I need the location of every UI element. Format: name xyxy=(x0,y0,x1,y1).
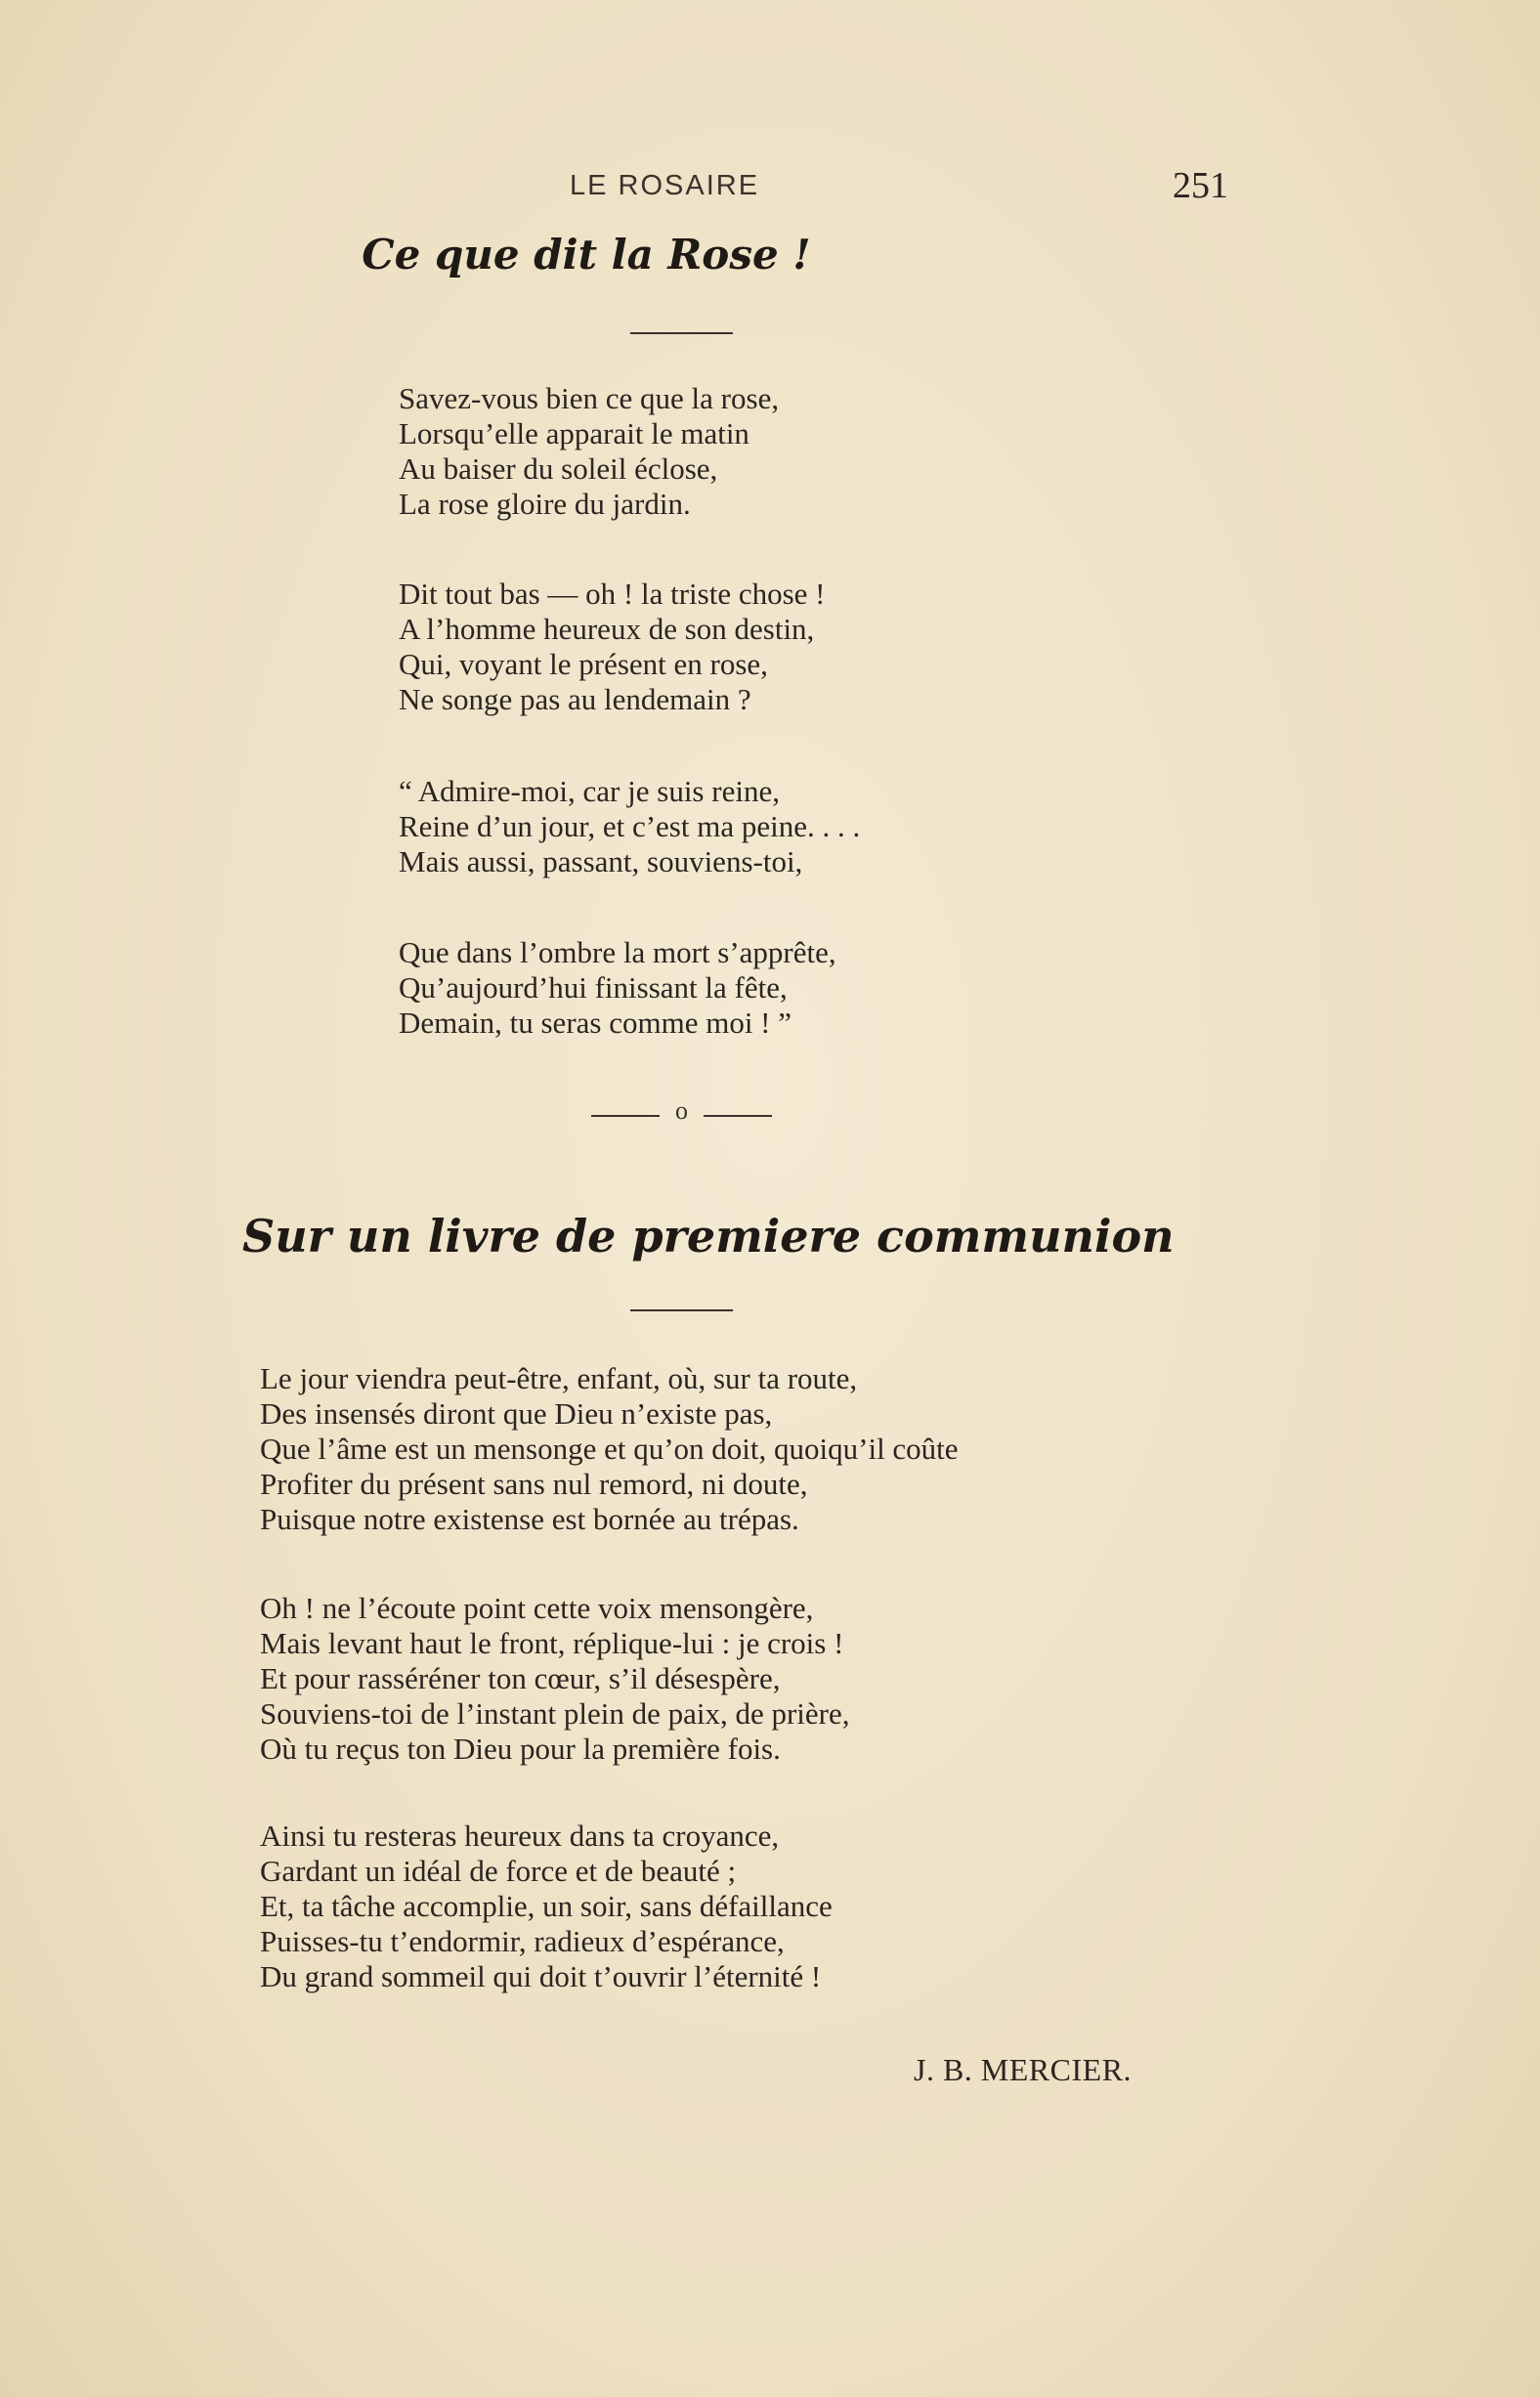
poem1-stanza-2 xyxy=(399,577,826,717)
verse-line: Savez-vous bien ce que la rose, xyxy=(399,381,780,415)
poem-title-rose: Ce que dit la Rose ! xyxy=(362,231,811,278)
verse-line: Gardant un idéal de force et de beauté ; xyxy=(260,1854,737,1888)
divider-line-right xyxy=(704,1115,772,1117)
title-rule xyxy=(630,332,733,334)
title-rule xyxy=(630,1309,733,1311)
poem2-stanza-3 xyxy=(260,1819,833,1994)
verse-line: Qui, voyant le présent en rose, xyxy=(399,647,768,681)
verse-line: Des insensés diront que Dieu n’existe pas, xyxy=(260,1396,773,1431)
verse-line: Dit tout bas — oh ! la triste chose ! xyxy=(399,577,826,611)
verse-line: Souviens-toi de l’instant plein de paix, de prière, xyxy=(260,1696,850,1731)
poem1-stanza-1 xyxy=(399,381,779,522)
verse-line: Mais levant haut le front, réplique-lui : je crois ! xyxy=(260,1626,844,1660)
verse-line: Oh ! ne l’écoute point cette voix mensongère, xyxy=(260,1591,814,1625)
verse-line: Reine d’un jour, et c’est ma peine. . . . xyxy=(399,809,861,843)
poem1-stanza-3 xyxy=(399,774,860,879)
verse-line: Ne songe pas au lendemain ? xyxy=(399,682,751,716)
verse-line: “ Admire-moi, car je suis reine, xyxy=(399,774,780,808)
verse-line: Le jour viendra peut-être, enfant, où, sur ta route, xyxy=(260,1361,858,1395)
verse-line: Puisses-tu t’endormir, radieux d’espérance, xyxy=(260,1924,785,1958)
verse-line: Puisque notre existense est bornée au trépas. xyxy=(260,1502,799,1536)
verse-line: Du grand sommeil qui doit t’ouvrir l’éternité ! xyxy=(260,1959,822,1993)
verse-line: Qu’aujourd’hui finissant la fête, xyxy=(399,970,788,1005)
verse-line: Ainsi tu resteras heureux dans ta croyance, xyxy=(260,1819,780,1853)
section-divider xyxy=(591,1096,772,1130)
page-number: 251 xyxy=(1173,165,1228,206)
poem2-stanza-2 xyxy=(260,1591,850,1767)
divider-ornament: o xyxy=(675,1096,688,1125)
poem-title-communion: Sur un livre de premiere communion xyxy=(242,1210,1175,1263)
poem1-stanza-4 xyxy=(399,935,836,1041)
verse-line: Et pour rasséréner ton cœur, s’il désespère, xyxy=(260,1661,781,1695)
verse-line: Demain, tu seras comme moi ! ” xyxy=(399,1006,792,1040)
verse-line: Où tu reçus ton Dieu pour la première fois. xyxy=(260,1732,781,1766)
verse-line: Que l’âme est un mensonge et qu’on doit, quoiqu’il coûte xyxy=(260,1432,959,1466)
verse-line: Au baiser du soleil éclose, xyxy=(399,451,718,486)
poem2-stanza-1 xyxy=(260,1361,959,1537)
verse-line: Profiter du présent sans nul remord, ni doute, xyxy=(260,1467,808,1501)
verse-line: Mais aussi, passant, souviens-toi, xyxy=(399,844,803,878)
verse-line: Et, ta tâche accomplie, un soir, sans défaillance xyxy=(260,1889,833,1923)
verse-line: La rose gloire du jardin. xyxy=(399,487,691,521)
verse-line: Que dans l’ombre la mort s’apprête, xyxy=(399,935,836,969)
verse-line: A l’homme heureux de son destin, xyxy=(399,612,815,646)
author-signature: J. B. MERCIER. xyxy=(914,2052,1133,2087)
verse-line: Lorsqu’elle apparait le matin xyxy=(399,416,749,450)
running-title: LE ROSAIRE xyxy=(570,170,760,201)
divider-line-left xyxy=(591,1115,660,1117)
